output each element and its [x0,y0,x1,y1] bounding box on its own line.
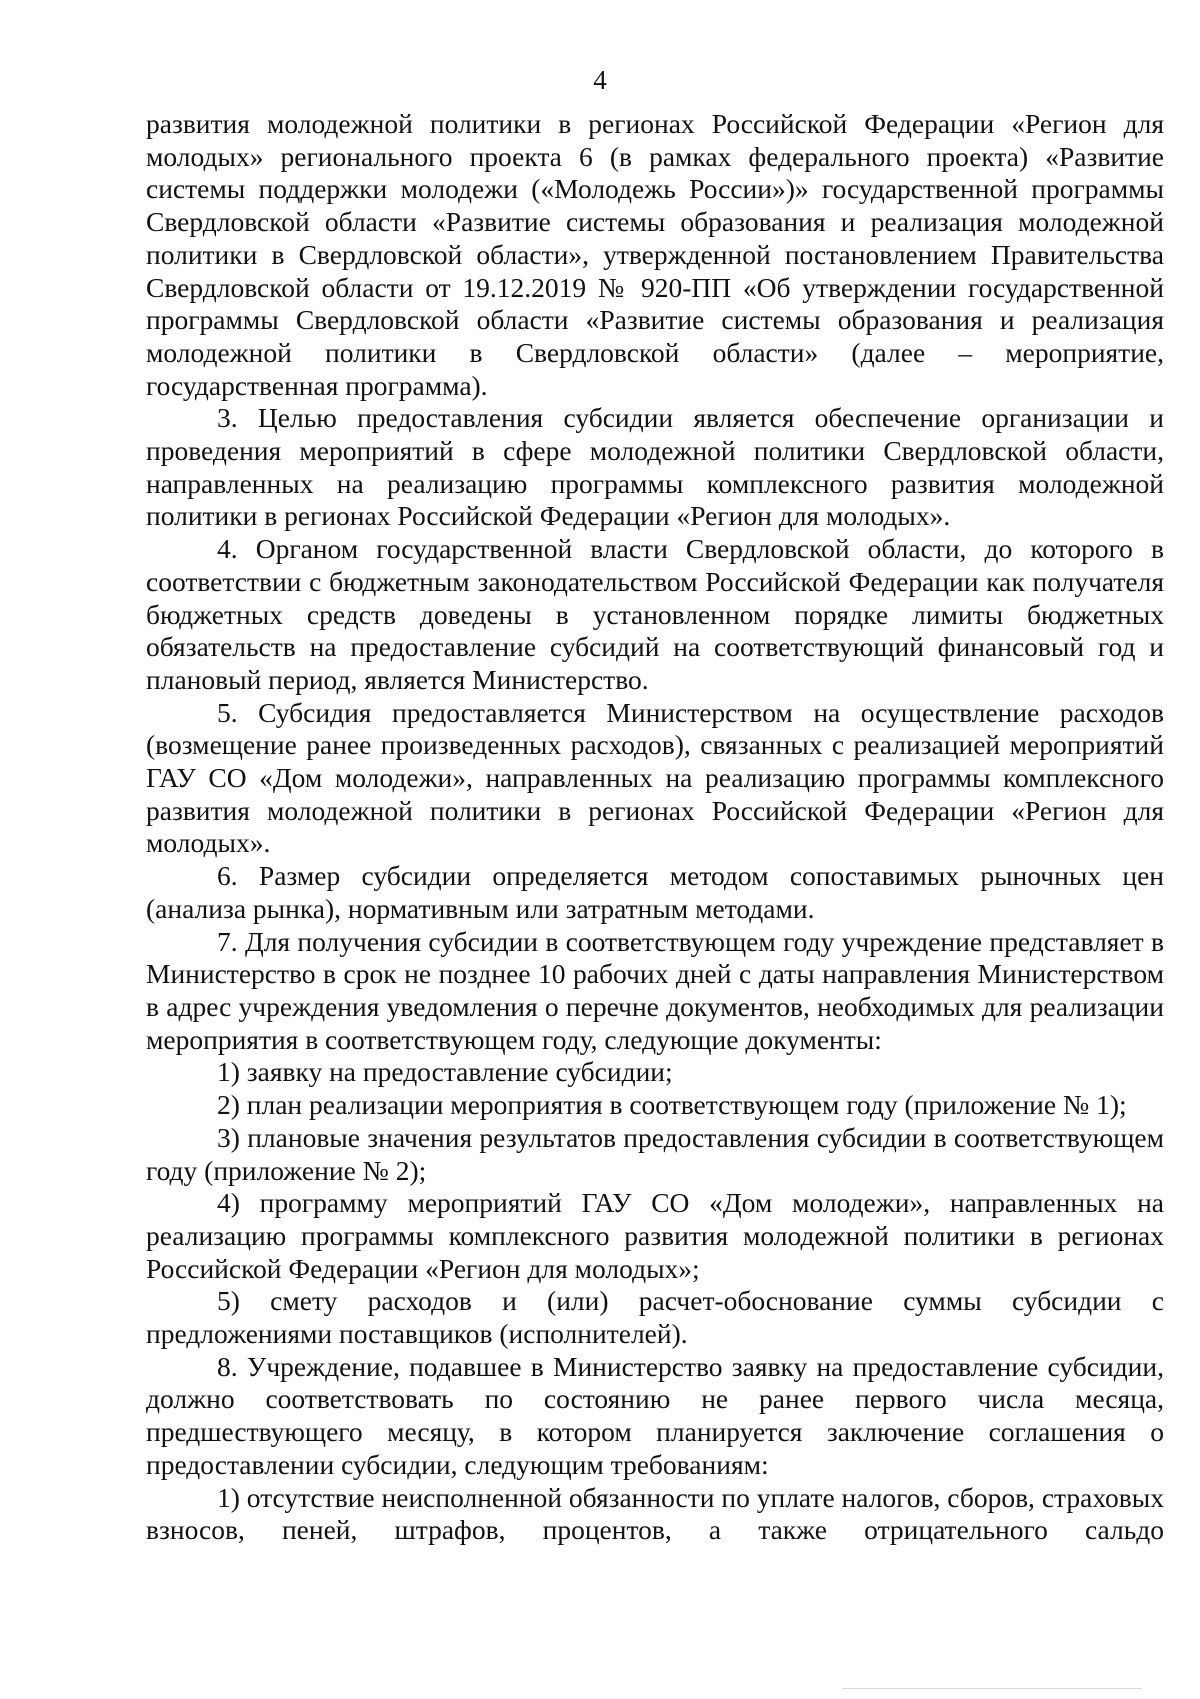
page-edge-line [842,1688,1142,1689]
list-item-8-1: 1) отсутствие неисполненной обязанности по уплате налогов, сборов, страховых взносов, пеней, штрафов, процентов, а также отрицательного сальдо [146,1481,1164,1546]
document-body [146,108,1164,1547]
paragraph-continuation: развития молодежной политики в регионах Российской Федерации «Регион для молодых» регионального проекта 6 (в рамках федерального проекта) «Развитие системы поддержки молодежи («Молодежь России»)» государственной программы Свердловской области «Развитие системы образования и реализация молодежной политики в Свердловской области», утвержденной постановлением Правительства Свердловской области от 19.12.2019 № 920-ПП «Об утверждении государственной программы Свердловской области «Развитие системы образования и реализация молодежной политики в Свердловской области» (далее – мероприятие, государственная программа). [146,108,1164,401]
list-item-7-2: 2) план реализации мероприятия в соответствующем году (приложение № 1); [217,1089,1127,1121]
paragraph-clause-3: 3. Целью предоставления субсидии является обеспечение организации и проведения мероприятий в сфере молодежной политики Свердловской области, направленных на реализацию программы комплексного развития молодежной политики в регионах Российской Федерации «Регион для молодых». [146,402,1164,532]
list-item-7-4: 4) программу мероприятий ГАУ СО «Дом молодежи», направленных на реализацию программы комплексного развития молодежной политики в регионах Российской Федерации «Регион для молодых»; [146,1187,1164,1284]
list-item-7-1: 1) заявку на предоставление субсидии; [217,1056,673,1088]
paragraph-clause-7: 7. Для получения субсидии в соответствующем году учреждение представляет в Министерство в срок не позднее 10 рабочих дней с даты направления Министерством в адрес учреждения уведомления о перечне документов, необходимых для реализации мероприятия в соответствующем году, следующие документы: [146,925,1164,1055]
page-number: 4 [593,65,607,95]
list-item-7-3: 3) плановые значения результатов предоставления субсидии в соответствующем году (приложение № 2); [146,1121,1164,1186]
paragraph-clause-8: 8. Учреждение, подавшее в Министерство заявку на предоставление субсидии, должно соответствовать по состоянию не ранее первого числа месяца, предшествующего месяцу, в котором планируется заключение соглашения о предоставлении субсидии, следующим требованиям: [146,1350,1164,1480]
paragraph-clause-4: 4. Органом государственной власти Свердловской области, до которого в соответствии с бюджетным законодательством Российской Федерации как получателя бюджетных средств доведены в установленном порядке лимиты бюджетных обязательств на предоставление субсидий на соответствующий финансовый год и плановый период, является Министерство. [146,533,1164,695]
list-item-7-5: 5) смету расходов и (или) расчет-обоснование суммы субсидии с предложениями поставщиков (исполнителей). [146,1285,1164,1350]
paragraph-clause-6: 6. Размер субсидии определяется методом сопоставимых рыночных цен (анализа рынка), нормативным или затратным методами. [146,860,1164,924]
paragraph-clause-5: 5. Субсидия предоставляется Министерством на осуществление расходов (возмещение ранее произведенных расходов), связанных с реализацией мероприятий ГАУ СО «Дом молодежи», направленных на реализацию программы комплексного развития молодежной политики в регионах Российской Федерации «Регион для молодых». [146,696,1164,859]
